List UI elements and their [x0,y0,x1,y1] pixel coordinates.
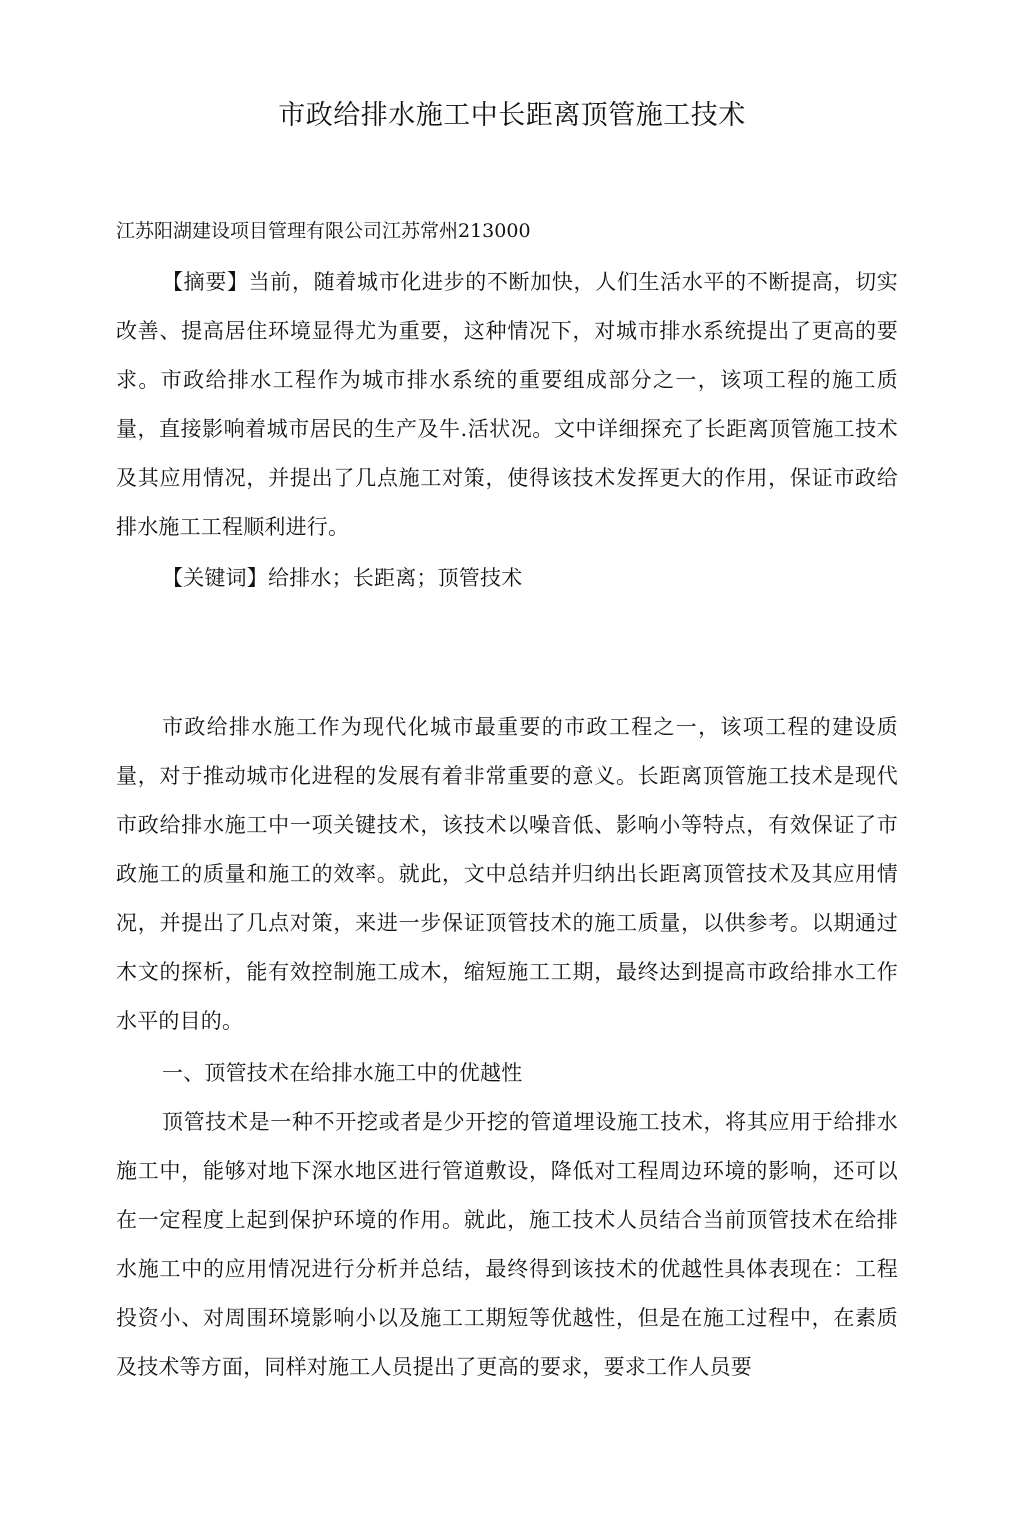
keywords-text: 给排水；长距离；顶管技术 [268,566,523,590]
document-title: 市政给排水施工中长距离顶管施工技术 [278,100,746,131]
abstract-paragraph [116,258,898,552]
section-paragraph: 顶管技术是一种不开挖或者是少开挖的管道埋设施工技术，将其应用于给排水施工中，能够对地下深水地区进行管道敷设，降低对工程周边环境的影响，还可以在一定程度上起到保护环境的作用。就此，施工技术人员结合当前顶管技术在给排水施工中的应用情况进行分析并总结，最终得到该技术的优越性具体表现在：工程投资小、对周围环境影响小以及施工工期短等优越性，但是在施工过程中，在素质及技术等方面，同样对施工人员提出了更高的要求，要求工作人员要 [116,1110,898,1379]
section-heading: 一、顶管技术在给排水施工中的优越性 [162,1061,523,1085]
abstract-label: 【摘要】 [162,270,249,294]
keywords-paragraph [116,554,898,603]
intro-paragraph: 市政给排水施工作为现代化城市最重要的市政工程之一，该项工程的建设质量，对于推动城市化进程的发展有着非常重要的意义。长距离顶管施工技术是现代市政给排水施工中一项关键技术，该技术以噪音低、影响小等特点，有效保证了市政施工的质量和施工的效率。就此，文中总结并归纳出长距离顶管技术及其应用情况，并提出了几点对策，来进一步保证顶管技术的施工质量，以供参考。以期通过木文的探析，能有效控制施工成木，缩短施工工期，最终达到提高市政给排水工作水平的目的。 [116,715,898,1033]
keywords-label: 【关键词】 [162,566,268,590]
abstract-text: 当前，随着城市化进步的不断加快，人们生活水平的不断提高，切实改善、提高居住环境显得尤为重要，这种情况下，对城市排水系统提出了更高的要求。市政给排水工程作为城市排水系统的重要组成部分之一，该项工程的施工质量，直接影响着城市居民的生产及牛.活状况。文中详细探充了长距离顶管施工技术及其应用情况，并提出了几点施工对策，使得该技术发挥更大的作用，保证市政给排水施工工程顺利进行。 [116,270,898,539]
author-affiliation: 江苏阳湖建设项目管理有限公司江苏常州213000 [116,220,531,242]
